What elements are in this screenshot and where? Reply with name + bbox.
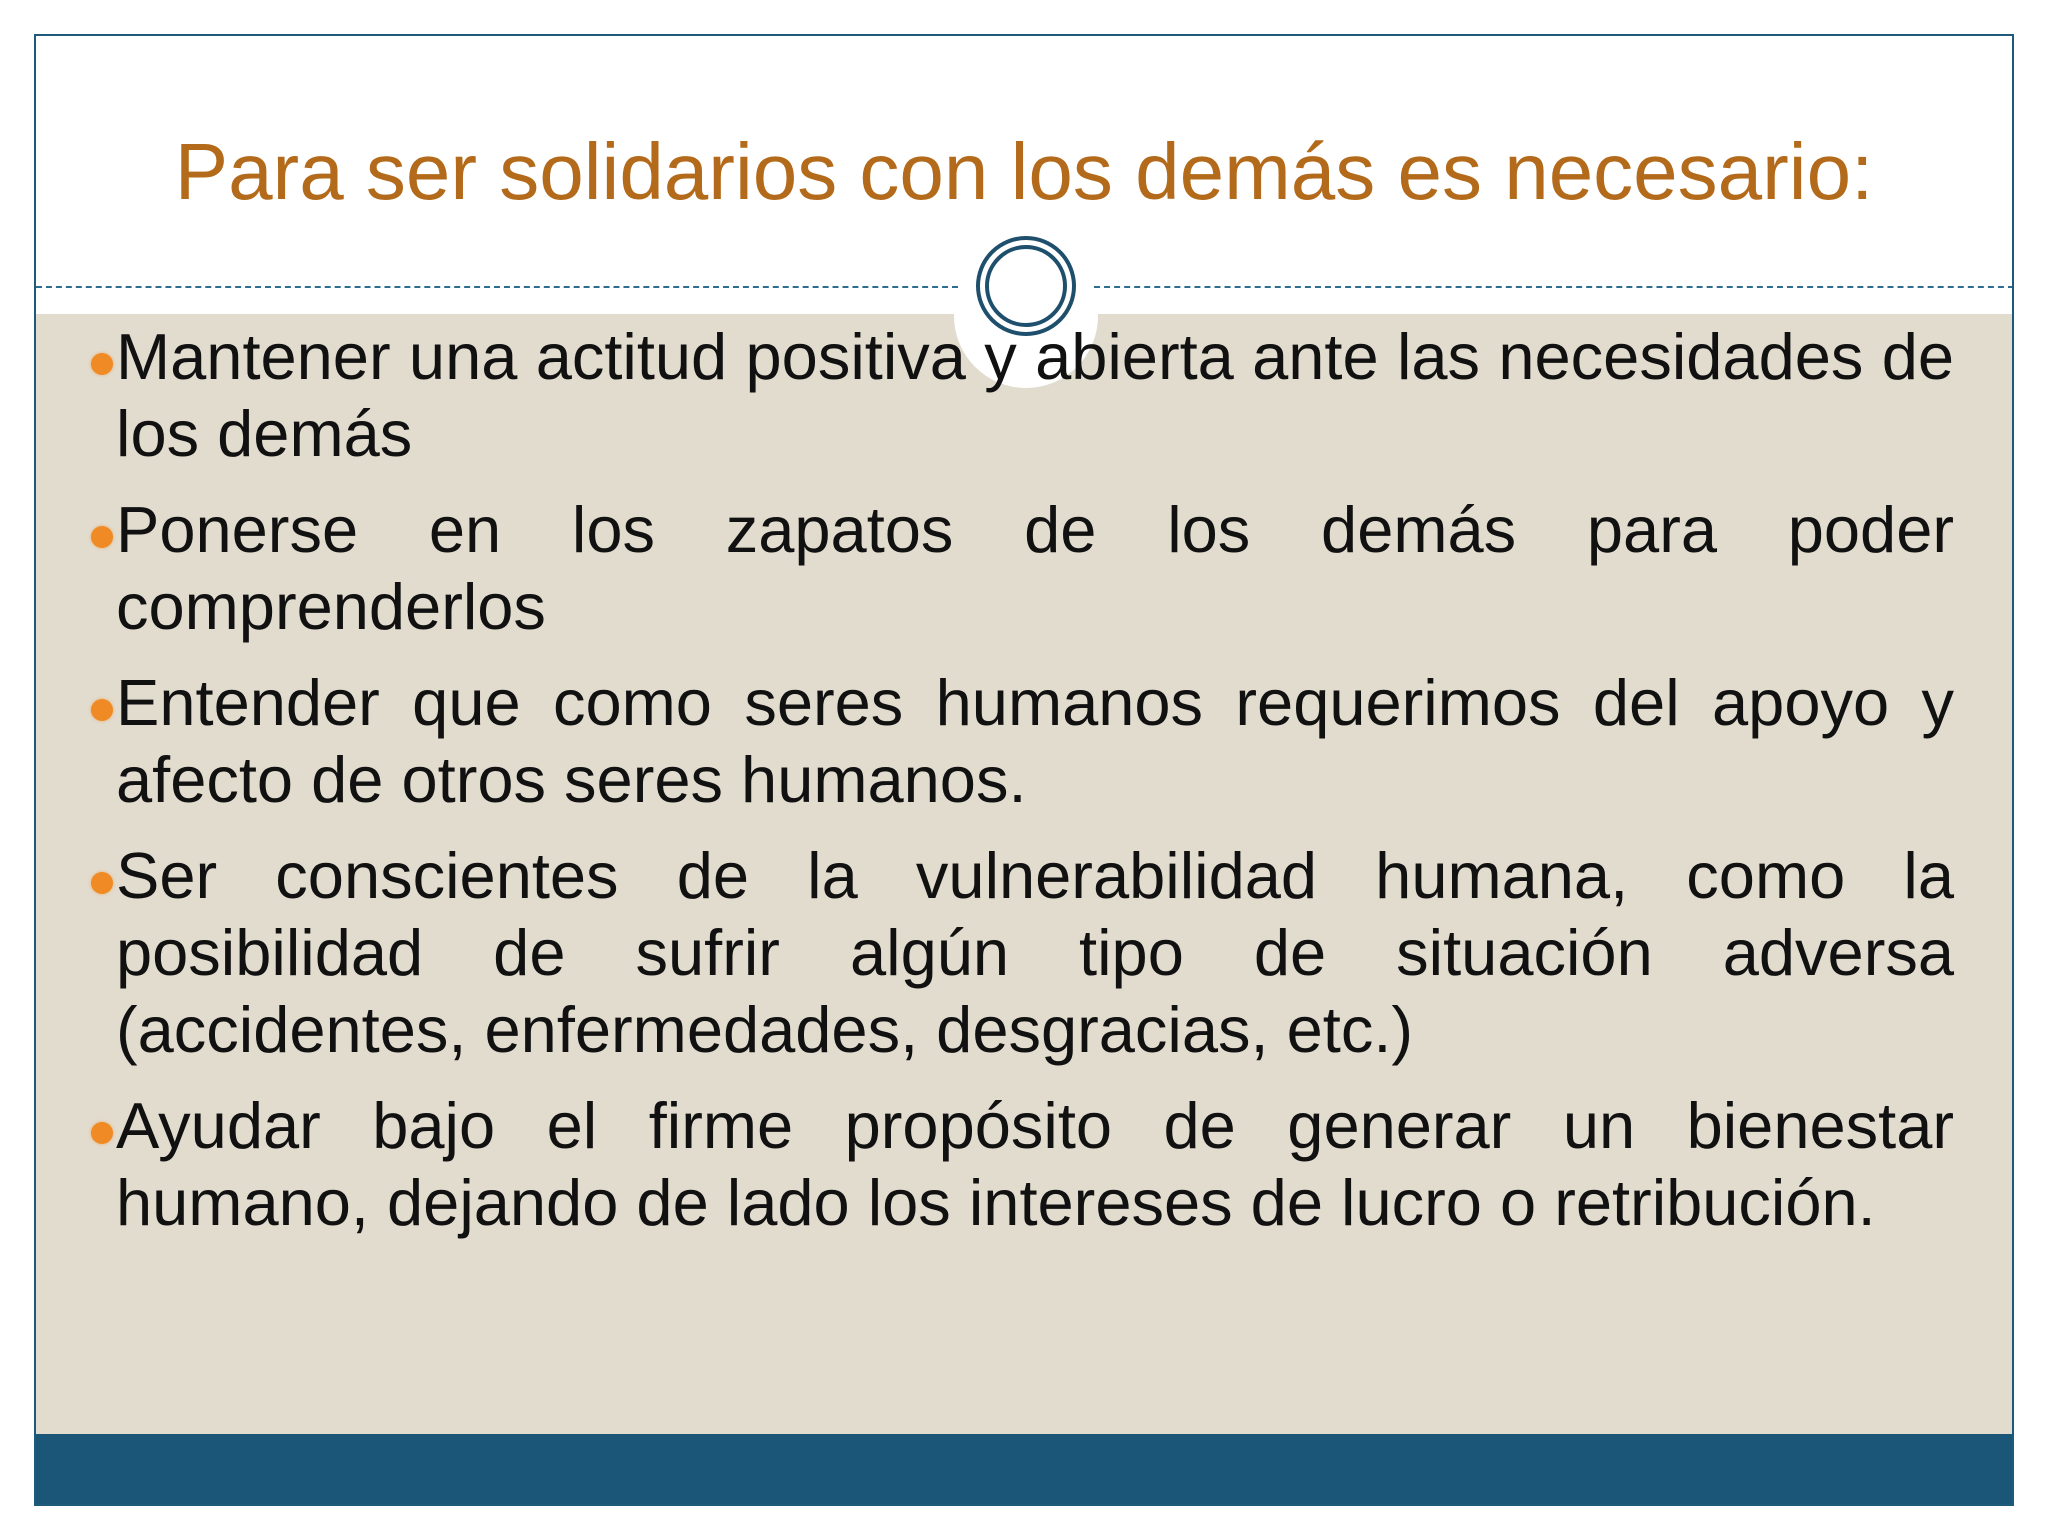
bullet-list	[116, 318, 1954, 1260]
footer-bar	[36, 1434, 2012, 1504]
bullet-text: Ser conscientes de la vulnerabilidad humana, como la posibilidad de sufrir algún tipo de situación adversa (accidentes, enfermedades, desgracias, etc.)	[116, 839, 1954, 1066]
bullet-item	[116, 318, 1954, 472]
bullet-dot-icon	[91, 699, 113, 721]
bullet-dot-icon	[91, 526, 113, 548]
bullet-text: Mantener una actitud positiva y abierta ante las necesidades de los demás	[116, 320, 1954, 470]
title-divider-left	[36, 286, 958, 288]
title-divider-right	[1094, 286, 2014, 288]
bullet-item	[116, 837, 1954, 1068]
bullet-item	[116, 664, 1954, 818]
slide-title: Para ser solidarios con los demás es necesario:	[174, 127, 1874, 216]
bullet-text: Ayudar bajo el firme propósito de generar un bienestar humano, dejando de lado los intereses de lucro o retribución.	[116, 1089, 1954, 1239]
bullet-item	[116, 1087, 1954, 1241]
bullet-dot-icon	[91, 353, 113, 375]
bullet-text: Ponerse en los zapatos de los demás para poder comprenderlos	[116, 493, 1954, 643]
bullet-dot-icon	[91, 1122, 113, 1144]
bullet-text: Entender que como seres humanos requerimos del apoyo y afecto de otros seres humanos.	[116, 666, 1954, 816]
bullet-item	[116, 491, 1954, 645]
bullet-dot-icon	[91, 872, 113, 894]
